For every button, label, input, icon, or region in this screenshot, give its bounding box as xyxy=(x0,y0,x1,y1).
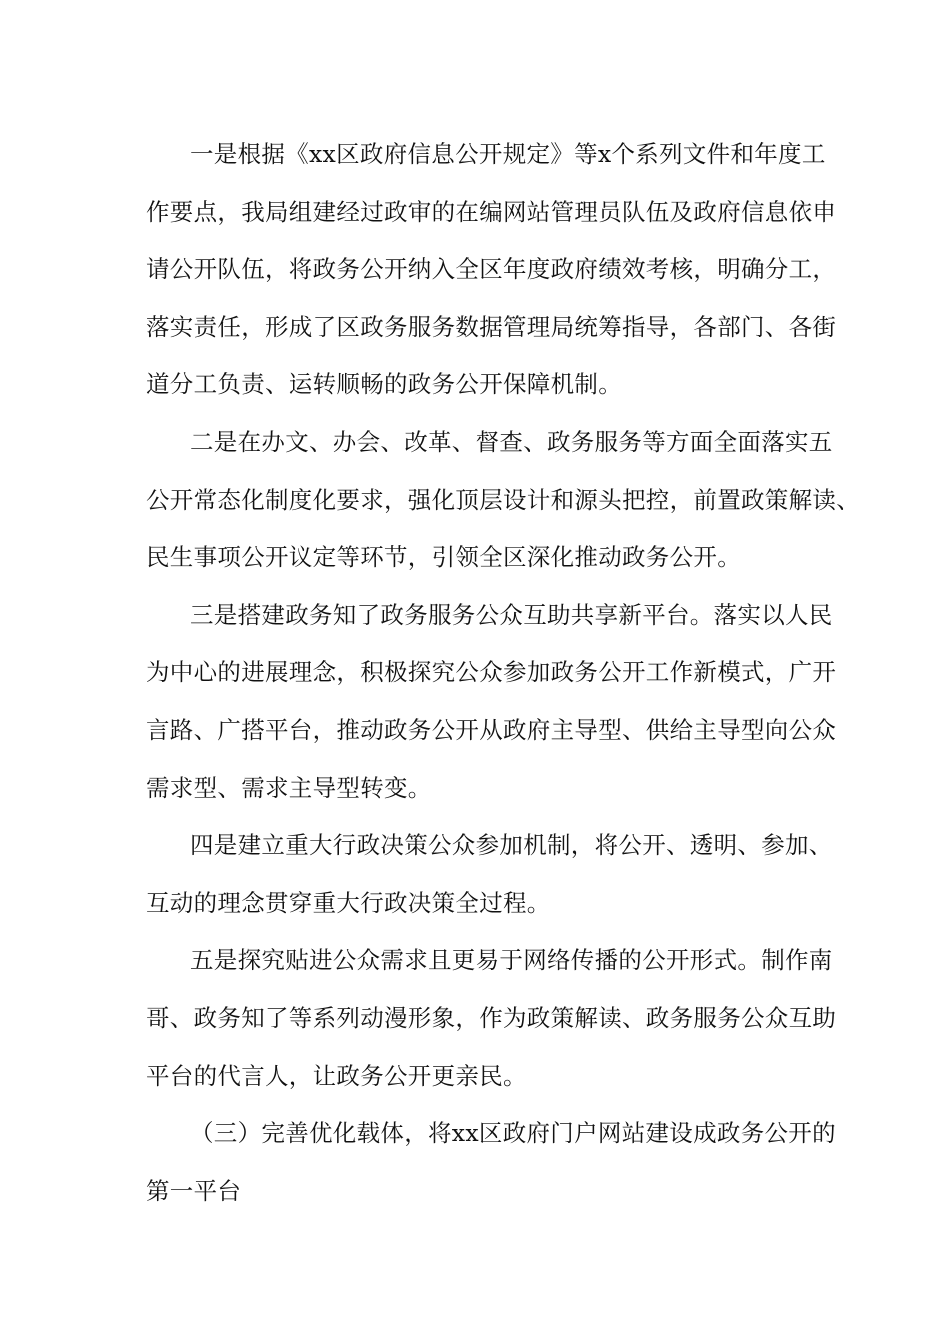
paragraph-line: 四是建立重大行政决策公众参加机制，将公开、透明、参加、 xyxy=(190,831,833,860)
paragraph-line: 公开常态化制度化要求，强化顶层设计和源头把控，前置政策解读、 xyxy=(146,485,860,514)
paragraph-line: 为中心的进展理念，积极探究公众参加政务公开工作新模式，广开 xyxy=(146,658,837,687)
paragraph-1 xyxy=(146,126,837,414)
paragraph-5 xyxy=(146,932,837,1105)
paragraph-6 xyxy=(146,1105,836,1220)
paragraph-line: 哥、政务知了等系列动漫形象，作为政策解读、政务服务公众互助 xyxy=(146,1003,837,1032)
paragraph-line: 作要点，我局组建经过政审的在编网站管理员队伍及政府信息依申 xyxy=(146,197,837,226)
paragraph-4 xyxy=(146,817,833,932)
paragraph-line: 落实责任，形成了区政务服务数据管理局统筹指导，各部门、各街 xyxy=(146,312,837,341)
paragraph-line: 第一平台 xyxy=(146,1176,242,1205)
paragraph-line: 二是在办文、办会、改革、督查、政务服务等方面全面落实五 xyxy=(190,427,833,456)
paragraph-line: 一是根据《xx区政府信息公开规定》等x个系列文件和年度工 xyxy=(190,140,826,168)
paragraph-line: 民生事项公开议定等环节，引领全区深化推动政务公开。 xyxy=(146,543,741,572)
paragraph-line: 请公开队伍，将政务公开纳入全区年度政府绩效考核，明确分工， xyxy=(146,255,837,284)
paragraph-line: 互动的理念贯穿重大行政决策全过程。 xyxy=(146,888,551,917)
paragraph-line: 需求型、需求主导型转变。 xyxy=(146,773,432,802)
paragraph-line: 五是探究贴进公众需求且更易于网络传播的公开形式。制作南 xyxy=(190,946,833,975)
paragraph-line: 言路、广搭平台，推动政务公开从政府主导型、供给主导型向公众 xyxy=(146,715,837,744)
paragraph-line: 平台的代言人，让政务公开更亲民。 xyxy=(146,1061,527,1090)
document-body xyxy=(146,126,860,1220)
paragraph-line: 三是搭建政务知了政务服务公众互助共享新平台。落实以人民 xyxy=(190,600,833,629)
paragraph-line: （三）完善优化载体，将xx区政府门户网站建设成政务公开的 xyxy=(190,1119,836,1148)
paragraph-line: 道分工负责、运转顺畅的政务公开保障机制。 xyxy=(146,370,622,399)
paragraph-2 xyxy=(146,414,860,587)
paragraph-3 xyxy=(146,587,837,817)
